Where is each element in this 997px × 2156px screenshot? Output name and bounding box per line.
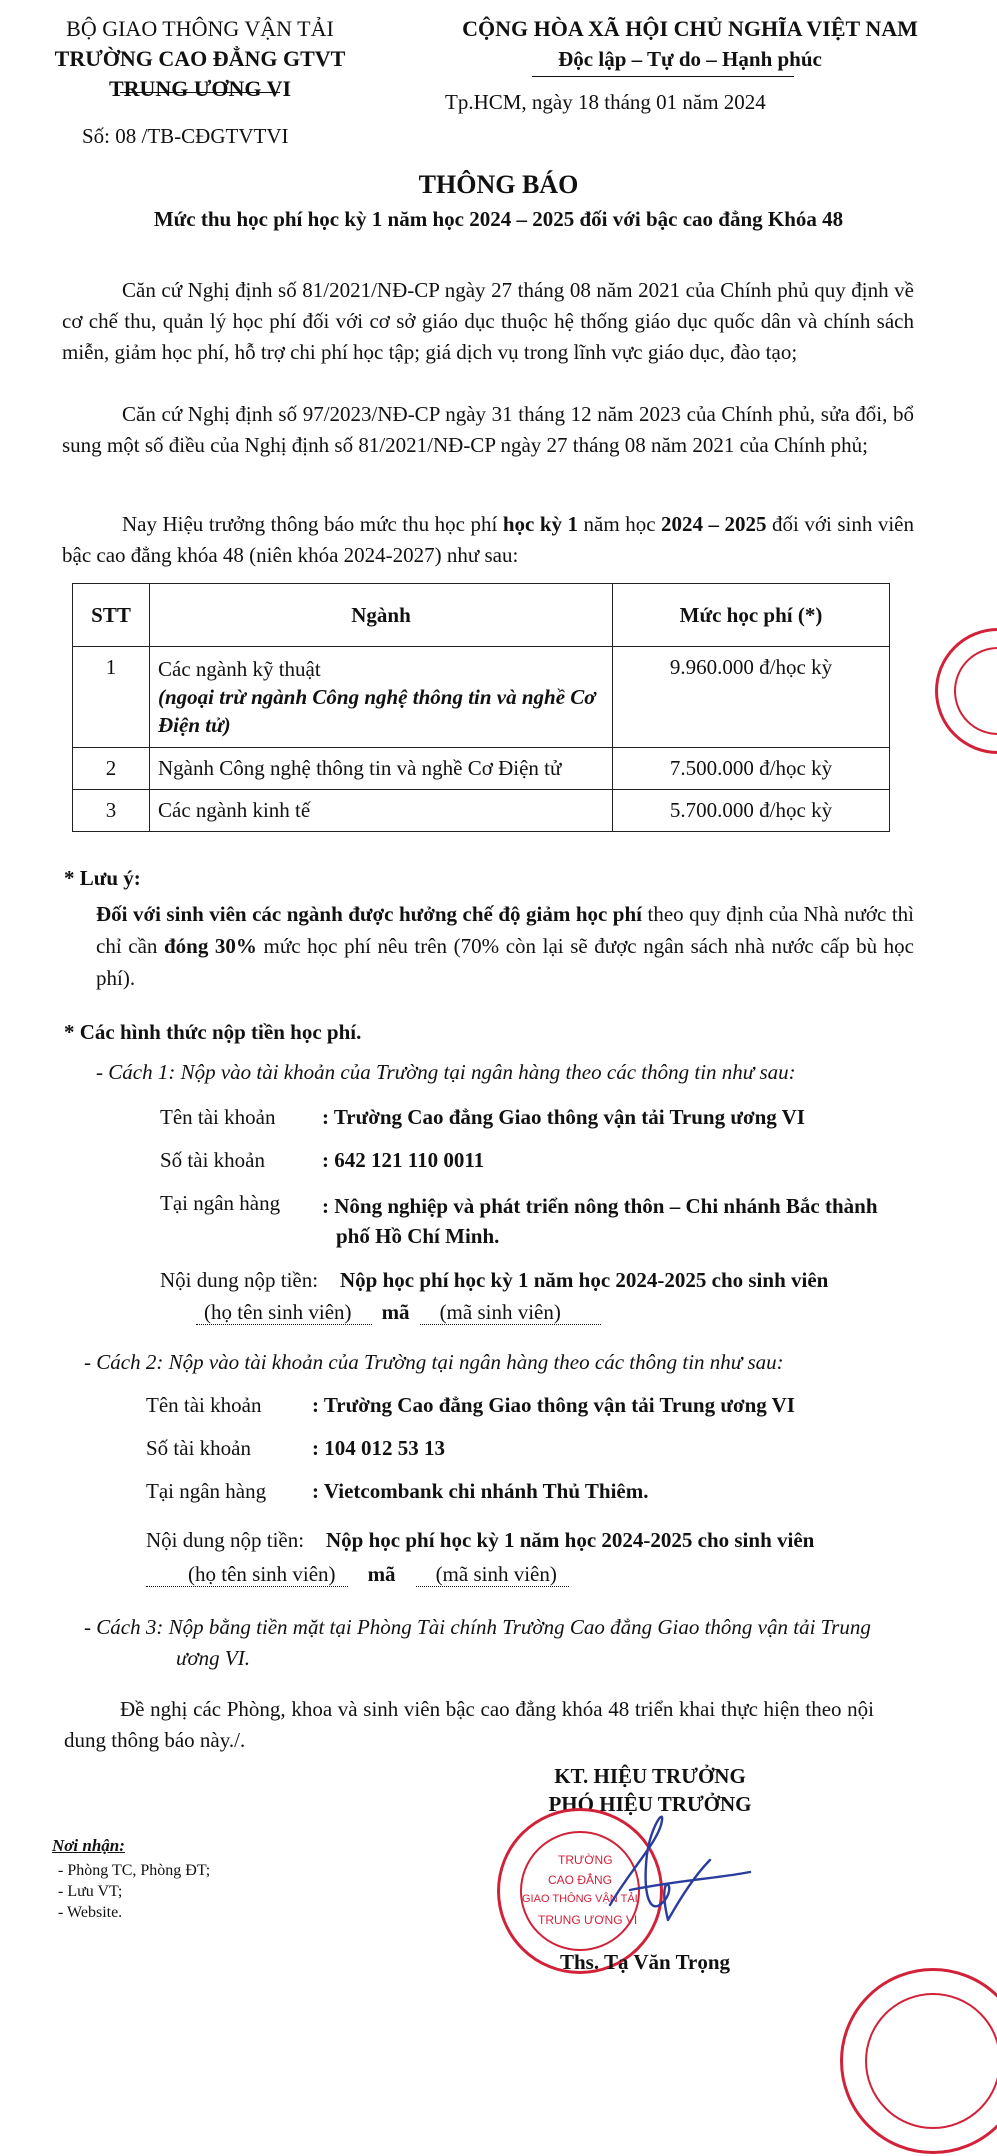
legal-basis-2: Căn cứ Nghị định số 97/2023/NĐ-CP ngày 31 tháng 12 năm 2023 của Chính phủ, sửa đổi, bổ sung một số điều của Nghị định số 81/2021/NĐ-CP ngày 27 tháng 08 năm 2021 của Chính phủ; bbox=[62, 402, 914, 457]
method1-intro: - Cách 1: Nộp vào tài khoản của Trường tại ngân hàng theo các thông tin như sau: bbox=[96, 1060, 796, 1084]
document-number: Số: 08 /TB-CĐGTVTVI bbox=[82, 124, 289, 148]
list-item: - Lưu VT; bbox=[58, 1883, 123, 1900]
method2-account-name: : Trường Cao đẳng Giao thông vận tải Trung ương VI bbox=[312, 1393, 795, 1417]
republic-name: CỘNG HÒA XÃ HỘI CHỦ NGHĨA VIỆT NAM bbox=[462, 16, 918, 41]
row-fee: 7.500.000 đ/học kỳ bbox=[613, 748, 890, 790]
national-motto: Độc lập – Tự do – Hạnh phúc bbox=[558, 47, 822, 71]
official-stamp: TRƯỜNG CAO ĐẲNG GIAO THÔNG VẬN TẢI TRUNG ƯƠNG VI bbox=[497, 1808, 663, 1974]
note-heading: * Lưu ý: bbox=[64, 866, 141, 890]
header-major: Ngành bbox=[150, 584, 613, 647]
table-row bbox=[73, 647, 890, 748]
recipients-heading: Nơi nhận: bbox=[52, 1836, 125, 1855]
method3: - Cách 3: Nộp bằng tiền mặt tại Phòng Tài chính Trường Cao đẳng Giao thông vận tải Trung ương VI. bbox=[84, 1615, 871, 1670]
margin-stamp-right bbox=[935, 628, 997, 754]
signature-line2: PHÓ HIỆU TRƯỞNG bbox=[548, 1792, 752, 1816]
method1-content-label: Nội dung nộp tiền: bbox=[160, 1268, 319, 1292]
signature-line1: KT. HIỆU TRƯỞNG bbox=[554, 1764, 746, 1788]
header-left-underline bbox=[120, 92, 280, 93]
method2-content-label: Nội dung nộp tiền: bbox=[146, 1528, 305, 1552]
payment-heading: * Các hình thức nộp tiền học phí. bbox=[64, 1020, 362, 1044]
method1-account-no: : 642 121 110 0011 bbox=[322, 1148, 485, 1172]
method1-account-name: : Trường Cao đẳng Giao thông vận tải Trung ương VI bbox=[322, 1105, 805, 1129]
place-date: Tp.HCM, ngày 18 tháng 01 năm 2024 bbox=[445, 90, 766, 114]
legal-basis-1: Căn cứ Nghị định số 81/2021/NĐ-CP ngày 27 tháng 08 năm 2021 của Chính phủ quy định về cơ chế thu, quản lý học phí đối với cơ sở giáo dục thuộc hệ thống giáo dục quốc dân và chính sách miễn, giảm học phí, hỗ trợ chi phí học tập; giá dịch vụ trong lĩnh vực giáo dục, đào tạo; bbox=[62, 278, 914, 364]
row-stt: 1 bbox=[73, 647, 150, 748]
method1-bank: : Nông nghiệp và phát triển nông thôn – Chi nhánh Bắc thành phố Hồ Chí Minh. bbox=[322, 1194, 878, 1248]
method1-bank-label: Tại ngân hàng bbox=[160, 1191, 281, 1215]
school-name-line2: TRUNG ƯƠNG VI bbox=[108, 76, 292, 101]
recipients-list bbox=[58, 1860, 210, 1923]
method2-content: Nộp học phí học kỳ 1 năm học 2024-2025 cho sinh viên bbox=[326, 1528, 815, 1552]
header-right bbox=[400, 14, 980, 74]
table-row bbox=[73, 790, 890, 832]
method2-intro: - Cách 2: Nộp vào tài khoản của Trường tại ngân hàng theo các thông tin như sau: bbox=[84, 1350, 784, 1374]
motto-underline bbox=[532, 76, 794, 77]
closing-paragraph: Đề nghị các Phòng, khoa và sinh viên bậc cao đẳng khóa 48 triển khai thực hiện theo nội dung thông báo này./. bbox=[64, 1697, 874, 1752]
method1-account-no-label: Số tài khoản bbox=[160, 1148, 265, 1172]
row-stt: 2 bbox=[73, 748, 150, 790]
method2-account-no: : 104 012 53 13 bbox=[312, 1436, 445, 1460]
row-major: Các ngành kinh tế bbox=[150, 790, 613, 832]
handwritten-signature bbox=[590, 1810, 760, 1940]
list-item: - Phòng TC, Phòng ĐT; bbox=[58, 1862, 211, 1879]
header-stt: STT bbox=[73, 584, 150, 647]
method2-bank-label: Tại ngân hàng bbox=[146, 1479, 267, 1503]
table-header-row bbox=[73, 584, 890, 647]
row-fee: 9.960.000 đ/học kỳ bbox=[613, 647, 890, 748]
fee-table bbox=[72, 583, 890, 832]
ministry-name: BỘ GIAO THÔNG VẬN TẢI bbox=[66, 16, 334, 41]
document-title: THÔNG BÁO bbox=[418, 170, 579, 199]
method1-content: Nộp học phí học kỳ 1 năm học 2024-2025 cho sinh viên bbox=[340, 1268, 829, 1292]
row-major: Các ngành kỹ thuật (ngoại trừ ngành Công nghệ thông tin và nghề Cơ Điện tử) bbox=[150, 647, 613, 748]
row-stt: 3 bbox=[73, 790, 150, 832]
method2-account-no-label: Số tài khoản bbox=[146, 1436, 251, 1460]
header-fee: Mức học phí (*) bbox=[613, 584, 890, 647]
header-left bbox=[20, 14, 380, 104]
row-fee: 5.700.000 đ/học kỳ bbox=[613, 790, 890, 832]
note-body: Đối với sinh viên các ngành được hưởng chế độ giảm học phí theo quy định của Nhà nước thì chỉ cần đóng 30% mức học phí nêu trên (70% còn lại sẽ được ngân sách nhà nước cấp bù học phí). bbox=[96, 902, 914, 990]
method1-account-name-label: Tên tài khoản bbox=[160, 1105, 276, 1129]
method1-student-line: (họ tên sinh viên) mã (mã sinh viên) bbox=[196, 1300, 601, 1325]
row-major: Ngành Công nghệ thông tin và nghề Cơ Điện tử bbox=[150, 748, 613, 790]
method2-bank: : Vietcombank chi nhánh Thủ Thiêm. bbox=[312, 1479, 649, 1503]
margin-stamp-bottom bbox=[840, 1968, 997, 2154]
intro-paragraph: Nay Hiệu trưởng thông báo mức thu học phí học kỳ 1 năm học 2024 – 2025 đối với sinh viên bậc cao đẳng khóa 48 (niên khóa 2024-2027) như sau: bbox=[62, 512, 914, 567]
signer-name: Ths. Tạ Văn Trọng bbox=[560, 1950, 731, 1974]
method2-student-line: (họ tên sinh viên) mã (mã sinh viên) bbox=[146, 1562, 569, 1587]
school-name-line1: TRƯỜNG CAO ĐẲNG GTVT bbox=[54, 46, 346, 71]
list-item: - Website. bbox=[58, 1904, 123, 1921]
table-row bbox=[73, 748, 890, 790]
document-subtitle: Mức thu học phí học kỳ 1 năm học 2024 – 2025 đối với bậc cao đẳng Khóa 48 bbox=[153, 207, 844, 231]
method2-account-name-label: Tên tài khoản bbox=[146, 1393, 262, 1417]
